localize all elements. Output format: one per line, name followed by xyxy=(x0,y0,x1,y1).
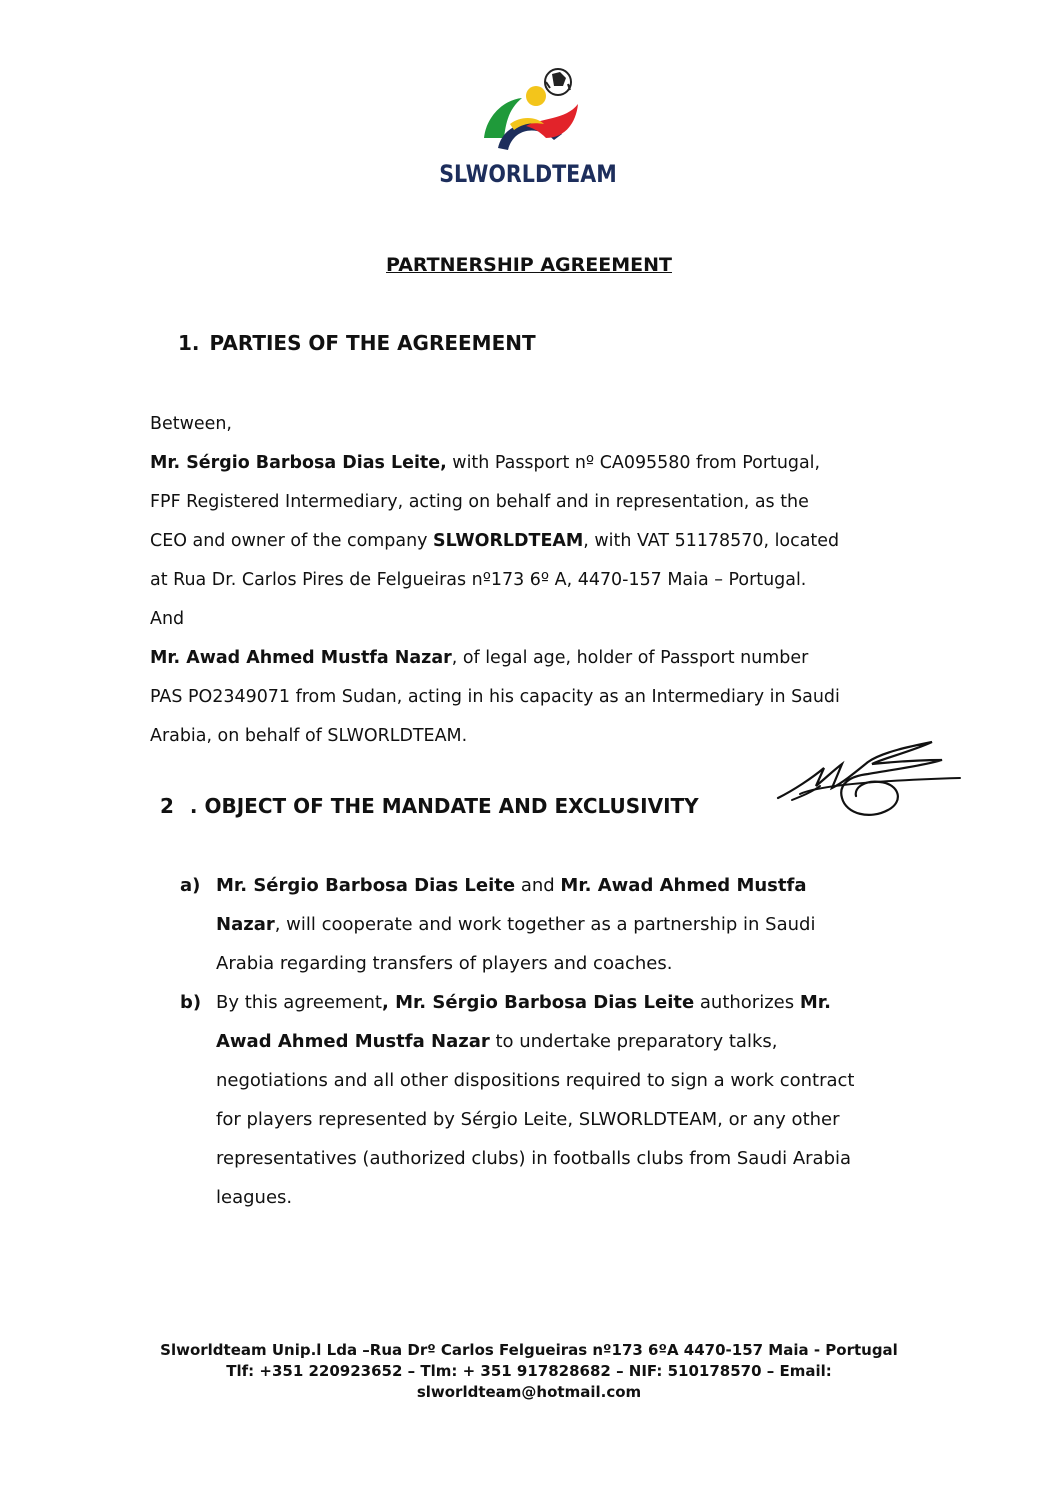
paragraph-line xyxy=(150,443,907,482)
text-run: Between, xyxy=(150,413,232,434)
handwritten-signature xyxy=(772,740,962,830)
bold-run: Nazar xyxy=(216,914,275,935)
section-1-number: 1. xyxy=(178,331,200,355)
footer-email: slworldteam@hotmail.com xyxy=(416,1383,642,1401)
text-run: negotiations and all other dispositions required to sign a work contract xyxy=(216,1070,855,1091)
section-2-heading xyxy=(160,794,699,818)
text-run: for players represented by Sérgio Leite, SLWORLDTEAM, or any other xyxy=(216,1109,840,1130)
text-run: to undertake preparatory talks, xyxy=(489,1031,778,1052)
item-line xyxy=(216,1139,900,1178)
section-2-title: . OBJECT OF THE MANDATE AND EXCLUSIVITY xyxy=(189,794,699,818)
text-run: Arabia regarding transfers of players and coaches. xyxy=(216,953,673,974)
section-2-number: 2 xyxy=(160,794,174,818)
company-logo xyxy=(420,68,636,188)
section-1-title: PARTIES OF THE AGREEMENT xyxy=(209,331,536,355)
text-run: , with VAT 51178570, located xyxy=(583,530,840,551)
bold-run: Mr. Awad Ahmed Mustfa xyxy=(560,875,807,896)
logo-emblem-icon xyxy=(480,68,580,160)
item-line xyxy=(216,905,900,944)
item-line xyxy=(216,1022,900,1061)
list-marker: b) xyxy=(180,992,202,1013)
item-line xyxy=(216,1100,900,1139)
item-line xyxy=(216,866,900,905)
text-run: PAS PO2349071 from Sudan, acting in his capacity as an Intermediary in Saudi xyxy=(150,686,840,707)
page-footer xyxy=(0,1340,1058,1403)
list-item xyxy=(180,983,900,1217)
footer-address: Slworldteam Unip.l Lda –Rua Drº Carlos Felgueiras nº173 6ºA 4470-157 Maia - Portugal xyxy=(160,1341,898,1359)
logo-text: SLWORLDTEAM xyxy=(439,160,617,188)
item-line xyxy=(216,1061,900,1100)
footer-contacts: Tlf: +351 220923652 – Tlm: + 351 917828682 – NIF: 510178570 – Email: xyxy=(226,1362,832,1380)
paragraph-line xyxy=(150,521,907,560)
text-run: CEO and owner of the company xyxy=(150,530,434,551)
paragraph-line xyxy=(150,404,907,443)
paragraph-line xyxy=(150,560,907,599)
mandate-list xyxy=(180,866,900,1217)
text-run: and xyxy=(515,875,561,896)
paragraph-line xyxy=(150,638,907,677)
text-run: FPF Registered Intermediary, acting on behalf and in representation, as the xyxy=(150,491,809,512)
paragraph-line xyxy=(150,677,907,716)
text-run: , will cooperate and work together as a partnership in Saudi xyxy=(274,914,816,935)
text-run: at Rua Dr. Carlos Pires de Felgueiras nº173 6º A, 4470-157 Maia – Portugal. xyxy=(150,569,807,590)
text-run: representatives (authorized clubs) in footballs clubs from Saudi Arabia xyxy=(216,1148,852,1169)
list-item xyxy=(180,866,900,983)
document-title: PARTNERSHIP AGREEMENT xyxy=(386,254,672,276)
party-1-name: Mr. Sérgio Barbosa Dias Leite, xyxy=(150,452,447,473)
text-run: with Passport nº CA095580 from Portugal, xyxy=(446,452,821,473)
section-1-heading xyxy=(178,331,536,355)
text-run: authorizes xyxy=(694,992,800,1013)
bold-run: , Mr. Sérgio Barbosa Dias Leite xyxy=(381,992,695,1013)
parties-paragraph xyxy=(150,404,907,755)
item-line xyxy=(216,944,900,983)
text-run: , of legal age, holder of Passport number xyxy=(451,647,809,668)
bold-run: Mr. xyxy=(799,992,831,1013)
text-run: And xyxy=(150,608,185,629)
item-line xyxy=(216,983,900,1022)
bold-run: Mr. Sérgio Barbosa Dias Leite xyxy=(216,875,516,896)
company-name: SLWORLDTEAM xyxy=(433,530,584,551)
bold-run: Awad Ahmed Mustfa Nazar xyxy=(216,1031,490,1052)
text-run: Arabia, on behalf of SLWORLDTEAM. xyxy=(150,725,468,746)
item-line xyxy=(216,1178,900,1217)
list-marker: a) xyxy=(180,875,201,896)
party-2-name: Mr. Awad Ahmed Mustfa Nazar xyxy=(150,647,452,668)
paragraph-line xyxy=(150,599,907,638)
text-run: By this agreement xyxy=(216,992,382,1013)
text-run: leagues. xyxy=(216,1187,293,1208)
paragraph-line xyxy=(150,482,907,521)
